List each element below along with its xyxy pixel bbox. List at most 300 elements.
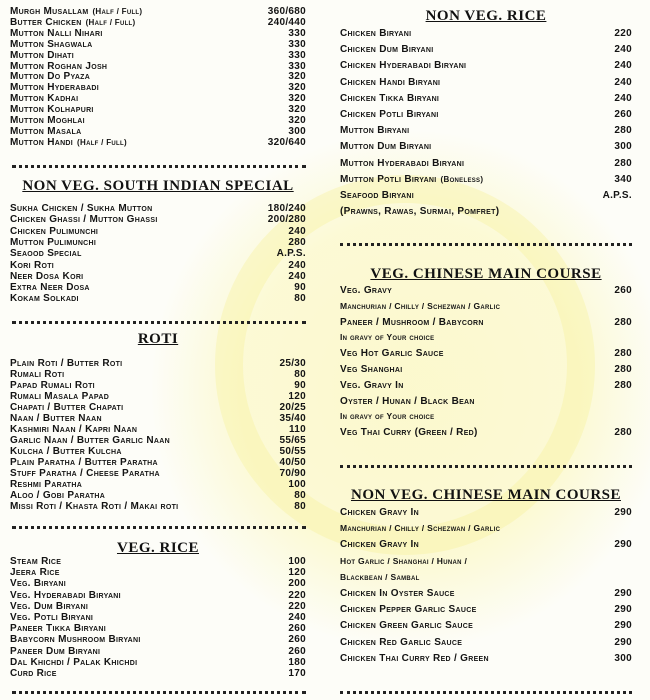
menu-item [340,158,632,169]
item-name [340,301,500,311]
menu-item [340,125,632,136]
divider [12,526,306,529]
item-name-text: Oyster / Hunan / Black Bean [340,395,475,407]
item-name-text: Kori Roti [10,259,55,271]
menu-item [10,490,306,501]
menu-item [340,285,632,296]
menu-item [340,364,632,375]
item-name-text: Chicken Pepper Garlic Sauce [340,604,477,616]
item-name-text: Chicken In Oyster Sauce [340,588,455,599]
menu-item [340,411,632,421]
item-name [10,590,121,601]
item-name [10,214,158,225]
menu-item [10,567,306,578]
item-name [340,190,414,201]
item-name [10,71,90,82]
item-price: 260 [614,285,632,296]
menu-item [10,590,306,601]
item-name-text: Mutton Moghlai [10,115,85,126]
item-name [340,539,419,550]
item-name-text: Mutton Kolhapuri [10,104,94,116]
divider [340,243,632,246]
menu-item [10,28,306,39]
item-name-text: Kashmiri Naan / Kapri Naan [10,424,138,435]
item-name [10,490,105,501]
item-price: 320 [288,93,306,105]
item-price: 280 [614,364,632,375]
item-name [340,206,499,217]
item-name [340,411,434,421]
item-price: 240/440 [267,16,306,28]
item-name-text: Chapati / Butter Chapati [10,402,124,413]
item-price: 80 [294,293,306,305]
item-price: 20/25 [279,402,306,413]
item-name-text: Chicken Ghassi / Mutton Ghassi [10,214,158,226]
item-name-text: Mutton Masala [10,125,82,137]
item-name-text: Mutton Shagwala [10,38,93,50]
item-price: 330 [288,60,306,72]
item-name-text: Veg. Gravy In [340,379,404,391]
item-name [10,612,93,623]
item-price: 80 [294,369,306,380]
menu-item [10,435,306,446]
item-name [10,391,109,402]
item-name-text: Mutton Biryani [340,125,410,137]
item-name [340,620,473,631]
menu-item [10,424,306,435]
divider [340,465,632,468]
menu-item [340,109,632,120]
item-name [340,523,500,533]
item-name-text: (Prawns, Rawas, Surmai, Pomfret) [340,206,500,218]
item-name [340,125,409,136]
section-heading: VEG. CHINESE MAIN COURSE [370,266,602,282]
item-name-text: Manchurian / Chilly / Schezwan / Garlic [340,300,501,311]
item-price: 240 [288,259,306,271]
item-price: 80 [294,490,306,501]
item-price: 50/55 [279,446,306,457]
item-name [10,203,152,214]
menu-item [340,653,632,664]
menu-item [340,174,632,185]
item-name [10,556,61,567]
item-price: 200 [288,578,306,590]
item-name-text: Mutton Kadhai [10,93,79,105]
item-note: (Half / Full) [77,137,127,147]
item-name-text: Veg Shanghai [340,364,403,375]
item-name-text: Chicken Biryani [340,28,412,39]
item-name [10,413,102,424]
menu-item [10,612,306,623]
item-name-text: Stuff Paratha / Cheese Paratha [10,468,160,479]
menu-item [340,28,632,39]
item-price: 120 [288,391,306,402]
item-price: A.P.S. [276,248,306,260]
item-name [340,588,455,599]
item-name [340,317,484,328]
menu-item [340,604,632,615]
item-price: 330 [288,49,306,61]
item-name [340,44,433,55]
item-name [340,77,440,88]
item-price: 80 [294,501,306,512]
item-name [10,358,122,369]
menu-item [10,358,306,369]
menu-item [10,50,306,61]
item-price: 240 [614,76,632,88]
menu-item [340,380,632,391]
menu-item [340,60,632,71]
item-price: 240 [288,270,306,282]
item-name [10,104,94,115]
item-price: 290 [614,636,632,648]
menu-item [10,226,306,237]
menu-item [340,507,632,518]
item-price: 300 [614,141,632,153]
menu-item [10,446,306,457]
item-price: 180/240 [267,203,306,214]
item-price: 200/280 [267,214,306,226]
item-name-text: Blackbean / Sambal [340,571,420,582]
item-name [10,226,98,237]
menu-item [340,572,632,582]
item-name [10,578,66,589]
menu-item [10,657,306,668]
item-name-text: Naan / Butter Naan [10,413,102,424]
item-price: 25/30 [279,358,306,369]
item-name-text: Neer Dosa Kori [10,270,84,282]
menu-item [10,6,306,17]
menu-item [10,623,306,634]
item-price: 280 [614,125,632,137]
item-price: 240 [614,92,632,104]
item-name [10,28,103,39]
item-name [10,424,137,435]
menu-item [10,137,306,148]
menu-item [10,260,306,271]
menu-item [10,380,306,391]
item-name [340,60,466,71]
menu-item [340,301,632,311]
menu-item [10,601,306,612]
menu-item [340,427,632,438]
menu-item [340,77,632,88]
item-price: 120 [288,567,306,579]
item-name-text: Chicken Thai Curry Red / Green [340,652,489,664]
item-name [340,332,434,342]
item-price: 40/50 [279,457,306,468]
item-price: 280 [614,316,632,328]
item-name-text: Rumali Roti [10,369,65,380]
item-price: 280 [614,427,632,439]
item-name [340,427,478,438]
item-name [10,369,64,380]
item-name-text: In gravy of Your choice [340,332,435,343]
item-price: 330 [288,27,306,39]
item-name-text: Mutton Roghan Josh [10,60,108,72]
item-name-text: Plain Roti / Butter Roti [10,358,123,369]
item-name [340,158,464,169]
item-name-text: Mutton Dum Biryani [340,141,432,153]
item-name [340,396,475,407]
menu-item [10,578,306,589]
item-price: 100 [288,556,306,567]
menu-item [10,214,306,225]
item-name-text: Chicken Gravy In [340,507,419,518]
item-note: (Half / Full) [85,17,136,27]
item-name-text: Mutton Hyderabadi Biryani [340,157,465,169]
menu-item [10,39,306,50]
item-name [340,93,439,104]
item-name-text: Hot Garlic / Shanghai / Hunan / [340,555,468,566]
item-name-text: Veg. Hyderabadi Biryani [10,589,121,601]
item-name-text: Kulcha / Butter Kulcha [10,446,122,457]
menu-item [10,237,306,248]
menu-item [10,71,306,82]
item-name [340,604,477,615]
item-price: 240 [288,225,306,237]
section-heading: VEG. RICE [116,540,199,556]
item-name [10,126,81,137]
item-price: 220 [614,28,632,39]
item-price: 35/40 [279,413,306,424]
menu-item [10,93,306,104]
item-name [340,572,420,582]
item-price: 100 [288,479,306,490]
menu-item [340,523,632,533]
item-name [10,479,82,490]
item-name [10,646,100,657]
item-name [10,17,135,28]
item-name-text: Paneer Dum Biryani [10,645,101,657]
item-price: 290 [614,507,632,518]
item-name-text: Garlic Naan / Butter Garlic Naan [10,435,170,446]
item-price: 280 [614,157,632,169]
item-name-text: Plain Paratha / Butter Paratha [10,457,158,468]
menu-item [10,479,306,490]
item-name-text: Manchurian / Chilly / Schezwan / Garlic [340,523,501,534]
item-price: 260 [614,109,632,120]
menu-item [10,104,306,115]
item-name [340,141,431,152]
menu-item [340,556,632,566]
item-name [340,348,444,359]
item-price: 180 [288,656,306,668]
item-name-text: Veg Thai Curry (Green / Red) [340,427,478,439]
item-name [10,237,96,248]
item-price: 90 [294,380,306,391]
item-name-text: Chicken Red Garlic Sauce [340,636,463,648]
item-name [340,653,489,664]
item-name [10,260,54,271]
item-price: 290 [614,620,632,632]
item-name-text: Chicken Dum Biryani [340,44,434,56]
menu-item [10,293,306,304]
item-price: A.P.S. [602,190,632,201]
item-name [10,402,123,413]
item-price: 260 [288,634,306,646]
item-price: 220 [288,589,306,601]
menu-item [10,115,306,126]
item-name [10,501,178,512]
divider [12,691,306,694]
item-name-text: Steam Rice [10,556,62,567]
menu-item [10,402,306,413]
item-name [10,601,88,612]
item-name-text: Murgh Musallam [10,6,89,17]
menu-item [340,637,632,648]
item-price: 340 [614,173,632,185]
item-price: 300 [288,125,306,137]
item-name-text: Mutton Potli Biryani [340,173,437,185]
item-price: 260 [288,645,306,657]
item-name-text: Dal Khichdi / Palak Khichdi [10,656,138,668]
item-name-text: Rumali Masala Papad [10,391,110,402]
item-price: 170 [288,668,306,679]
item-name-text: Papad Rumali Roti [10,380,95,391]
item-price: 280 [614,348,632,360]
menu-item [10,282,306,293]
item-name [10,380,95,391]
item-name-text: Missi Roti / Khasta Roti / Makai roti [10,501,179,512]
item-price: 320/640 [267,136,306,148]
item-name [10,61,107,72]
item-price: 240 [614,60,632,72]
item-name-text: Mutton Hyderabadi [10,82,100,94]
item-name-text: Mutton Pulimunchi [10,236,97,248]
item-name [10,634,141,645]
item-name [10,668,57,679]
item-price: 240 [614,44,632,56]
item-name-text: Sukha Chicken / Sukha Mutton [10,203,153,214]
menu-item [10,82,306,93]
item-name [340,380,404,391]
item-name [10,82,99,93]
item-name-text: Kokam Solkadi [10,293,79,305]
menu-item [340,332,632,342]
menu-item [10,634,306,645]
item-name-text: Seafood Biryani [340,190,414,201]
item-name-text: Veg. Biryani [10,578,66,590]
menu-item [10,668,306,679]
menu-item [340,396,632,407]
menu-item [340,190,632,201]
menu-item [340,588,632,599]
item-price: 55/65 [279,435,306,446]
item-price: 320 [288,82,306,94]
menu-item [340,44,632,55]
item-name [340,28,411,39]
menu-item [10,248,306,259]
item-name [340,285,392,296]
item-name [10,567,60,578]
menu-item [340,348,632,359]
item-name-text: Chicken Tikka Biryani [340,92,440,104]
menu-item [10,468,306,479]
item-name-text: Chicken Potli Biryani [340,109,439,120]
menu-item [10,413,306,424]
item-name-text: Aloo / Gobi Paratha [10,490,106,501]
item-name [10,115,85,126]
section-heading: NON VEG. RICE [425,8,547,24]
item-price: 110 [288,424,306,435]
item-name [10,6,142,17]
menu-item [10,17,306,28]
item-name [10,623,106,634]
menu-item [340,620,632,631]
item-name [340,507,419,518]
menu-item [10,556,306,567]
item-name-text: Babycorn Mushroom Biryani [10,634,141,646]
menu-item [340,317,632,328]
menu-item [10,501,306,512]
item-price: 320 [288,115,306,126]
section-heading: ROTI [137,331,179,347]
item-name [10,657,137,668]
item-name [10,137,127,148]
item-name-text: Curd Rice [10,668,57,679]
menu-item [10,391,306,402]
item-name-text: Extra Neer Dosa [10,282,90,294]
item-name-text: Mutton Handi [10,136,74,148]
item-name [10,271,83,282]
item-name-text: Chicken Green Garlic Sauce [340,620,474,632]
menu-item [340,93,632,104]
menu-item [340,206,632,217]
menu-item [10,203,306,214]
item-name [10,446,122,457]
item-name-text: Veg Hot Garlic Sauce [340,348,444,360]
item-price: 280 [614,379,632,391]
item-name-text: Seaood Special [10,248,82,260]
item-price: 90 [294,282,306,294]
item-price: 290 [614,588,632,599]
item-name [340,637,462,648]
item-name-text: Veg. Dum Biryani [10,600,89,612]
menu-item [10,61,306,72]
item-price: 320 [288,104,306,116]
divider [12,165,306,168]
divider [340,691,632,694]
item-name [340,109,439,120]
item-name-text: Paneer Tikka Biryani [10,623,106,635]
item-name-text: Butter Chicken [10,16,82,28]
item-name-text: Chicken Hyderabadi Biryani [340,60,467,72]
divider [12,321,306,324]
item-price: 320 [288,71,306,83]
item-name [340,174,483,185]
item-price: 260 [288,623,306,635]
item-name-text: Reshmi Paratha [10,479,83,490]
item-price: 220 [288,600,306,612]
item-price: 240 [288,612,306,623]
item-name-text: Mutton Do Pyaza [10,71,91,83]
menu-item [10,271,306,282]
item-name [340,364,403,375]
item-name-text: In gravy of Your choice [340,411,435,422]
menu-item [340,141,632,152]
item-name-text: Mutton Dihati [10,49,74,61]
item-name [10,282,90,293]
item-name-text: Chicken Handi Biryani [340,76,441,88]
item-price: 300 [614,652,632,664]
menu-item [340,539,632,550]
item-name [10,248,82,259]
item-note: (Half / Full) [92,7,143,16]
item-name [10,93,78,104]
item-name [10,468,160,479]
item-name-text: Veg. Gravy [340,285,393,296]
